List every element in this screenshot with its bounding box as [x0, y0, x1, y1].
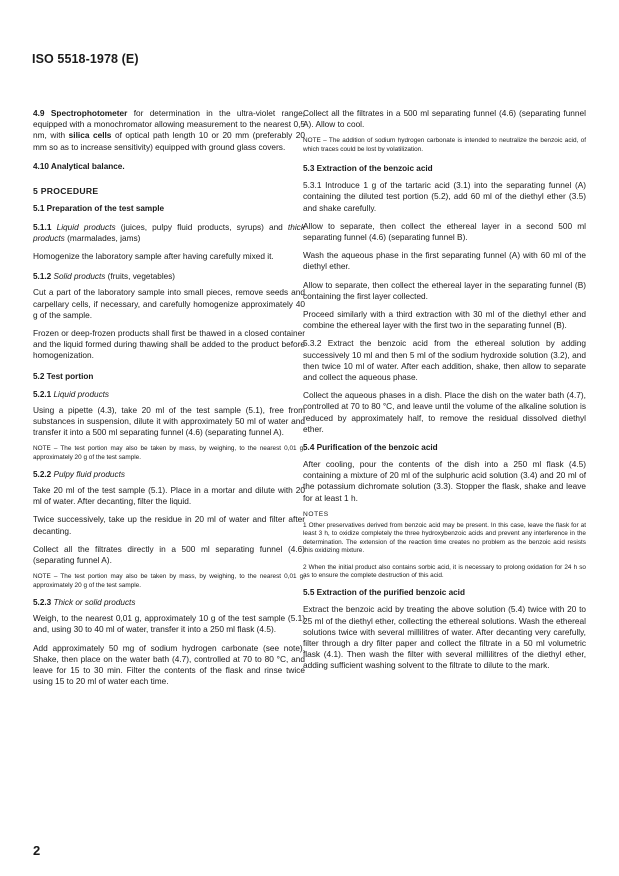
heading-5-1: 5.1 Preparation of the test sample — [33, 203, 165, 213]
paragraph-text: of optical path length 10 or 20 mm (preferably 20 mm so as to increase sensitivity) equipped with ground glass covers. — [33, 130, 305, 152]
heading-text: (fruits, vegetables) — [107, 272, 176, 282]
paragraph-homogenize: Homogenize the laboratory sample after having carefully mixed it. — [33, 251, 274, 262]
italic-term: Liquid products — [53, 389, 110, 399]
document-header: ISO 5518-1978 (E) — [32, 52, 139, 66]
clause-title: Spectrophotometer — [50, 108, 128, 118]
note-5-2-1: NOTE – The test portion may also be taken by mass, by weighing, to the nearest 0,01 g, approximately 20 g of the test sample. — [33, 445, 305, 461]
clause-number: 5.1.1 — [33, 221, 52, 232]
paragraph-5-1-1 — [33, 222, 305, 244]
paragraph-frozen: Frozen or deep-frozen products shall first be thawed in a closed container and the liquid formed during thawing shall be added to the product before homogenization. — [33, 328, 305, 361]
heading-5-2: 5.2 Test portion — [33, 371, 94, 381]
paragraph-5-3-1: 5.3.1 Introduce 1 g of the tartaric acid (3.1) into the separating funnel (A) containing the diluted test portion (5.2), add 60 ml of the diethyl ether (3.5) and shake carefully. — [303, 180, 586, 213]
paragraph-5-2-2a: Take 20 ml of the test sample (5.1). Place in a mortar and dilute with 20 ml of water. After decanting, filter the liquid. — [33, 485, 305, 507]
clause-number: 5.1.2 — [33, 272, 52, 282]
paragraph-text: (marmalades, jams) — [67, 233, 141, 244]
paragraph-5-3-1c: Wash the aqueous phase in the first separating funnel (A) with 60 ml of the diethyl ether. — [303, 250, 586, 272]
heading-5-5: 5.5 Extraction of the purified benzoic acid — [303, 588, 465, 598]
paragraph-5-2-2c: Collect all the filtrates directly in a 500 ml separating funnel (4.6) (separating funnel A). — [33, 543, 305, 566]
paragraph-5-3-1e: Proceed similarly with a third extraction with 30 ml of the diethyl ether and combine the ethereal layer with the first two in the separating funnel (B). — [303, 309, 586, 331]
notes-heading: NOTES — [303, 510, 329, 518]
clause-number: 5.2.1 — [33, 389, 52, 399]
clause-number: 5.2.2 — [33, 470, 52, 480]
paragraph-5-3-1b: Allow to separate, then collect the ethereal layer in a second 500 ml separating funnel (4.6) (separating funnel B). — [303, 220, 586, 243]
note-5-2-2: NOTE – The test portion may also be taken by mass, by weighing, to the nearest 0,01 g, approximately 20 g of the test sample. — [33, 573, 305, 589]
italic-term: thick products — [33, 221, 305, 244]
italic-term: Thick or solid products — [53, 598, 136, 608]
heading-procedure: 5 PROCEDURE — [33, 185, 99, 196]
heading-5-1-2 — [33, 272, 305, 282]
heading-5-4: 5.4 Purification of the benzoic acid — [303, 443, 438, 453]
paragraph-5-2-3b: Add approximately 50 mg of sodium hydrogen carbonate (see note). Shake, then place on the water bath (4.7), controlled at 70 to 80 °C, and leave for 15 to 30 min. Filter the contents of the flask and rinse twice using 15 to 20 ml of water each time. — [33, 642, 305, 687]
right-column — [303, 108, 586, 679]
heading-5-3: 5.3 Extraction of the benzoic acid — [303, 164, 433, 174]
note-sodium: NOTE – The addition of sodium hydrogen carbonate is intended to neutralize the benzoic acid, of which traces could be lost by volatilization. — [303, 137, 586, 153]
heading-5-2-2 — [33, 470, 305, 480]
paragraph-5-2-2b: Twice successively, take up the residue in 20 ml of water and filter after decanting. — [33, 514, 305, 536]
italic-term: Liquid products — [56, 221, 116, 232]
paragraph-text: for determination in the ultra-violet range, equipped with a monochromator allowing measurement to the nearest 0,5 nm, with — [33, 108, 305, 141]
paragraph-5-2-3a: Weigh, to the nearest 0,01 g, approximately 10 g of the test sample (5.1) and, using 30 to 40 ml of water, transfer it into a 250 ml flask (4.5). — [33, 613, 305, 635]
heading-5-2-1 — [33, 390, 305, 400]
page-number: 2 — [33, 843, 41, 858]
paragraph-5-2-1: Using a pipette (4.3), take 20 ml of the test sample (5.1), free from substances in suspension, dilute it with approximately 50 ml of water and transfer it into a 500 ml separating funnel (4.6) (separating funnel A). — [33, 404, 305, 438]
paragraph-5-3-2b: Collect the aqueous phases in a dish. Place the dish on the water bath (4.7), controlled at 70 to 80 °C, and leave until the volume of the alkaline solution is reduced by approximately half, to remove the residual dissolved diethyl ether. — [303, 390, 586, 434]
paragraph-5-3-1d: Allow to separate, then collect the ethereal layer in the separating funnel (B) containing the first layer collected. — [303, 279, 586, 301]
paragraph-5-4: After cooling, pour the contents of the dish into a 250 ml flask (4.5) containing a mixture of 20 ml of the sulphuric acid solution (3.4) and 20 ml of the potassium dichromate solution (3.3). Stopper the flask, shake and leave for at least 1 h. — [303, 459, 586, 503]
bold-term: silica cells — [68, 130, 112, 141]
paragraph-5-5: Extract the benzoic acid by treating the above solution (5.4) twice with 20 to 25 ml of the diethyl ether, collecting the ethereal solutions. Wash the ethereal solutions twice with several millilitres of water. After decanting very carefully, filter through a dry filter paper and collect the filtrate in a 50 ml volumetric flask (4.1). Then wash the filter with several millilitres of the diethyl ether, adding sufficient washing solvent to the filtrate to dilute to the mark. — [303, 604, 586, 671]
heading-4-10: 4.10 Analytical balance. — [33, 161, 125, 171]
paragraph-collect: Collect all the filtrates in a 500 ml separating funnel (4.6) (separating funnel A). Allow to cool. — [303, 108, 586, 130]
heading-5-2-3 — [33, 598, 305, 608]
note-2: 2 When the initial product also contains sorbic acid, it is necessary to prolong oxidation for 24 h so as to ensure the complete destruction of this acid. — [303, 563, 586, 579]
left-column — [33, 108, 305, 694]
paragraph-5-3-2: 5.3.2 Extract the benzoic acid from the ethereal solution by adding successively 10 ml and then 5 ml of the sodium hydroxide solution (3.2), and then twice 10 ml of water. After each addition, shake, then allow to separate and collect the aqueous phase. — [303, 338, 586, 383]
paragraph-5-1-2: Cut a part of the laboratory sample into small pieces, remove seeds and carpellary cells, if necessary, and carefully homogenize approximately 40 g of the sample. — [33, 287, 305, 320]
italic-term: Solid products — [53, 272, 106, 282]
paragraph-text: (juices, pulpy fluid products, syrups) and — [120, 221, 283, 232]
note-1: 1 Other preservatives derived from benzoic acid may be present. In this case, leave the flask for at least 3 h, to oxidize completely the three hydroxybenzoic acids and prevent any interference in the determination. The extension of the reaction time creates no problem as the benzoic acid resists this oxidizing mixture. — [303, 521, 586, 555]
clause-number: 4.9 — [33, 108, 45, 118]
paragraph-4-9 — [33, 108, 305, 153]
italic-term: Pulpy fluid products — [53, 470, 125, 480]
clause-number: 5.2.3 — [33, 598, 52, 608]
